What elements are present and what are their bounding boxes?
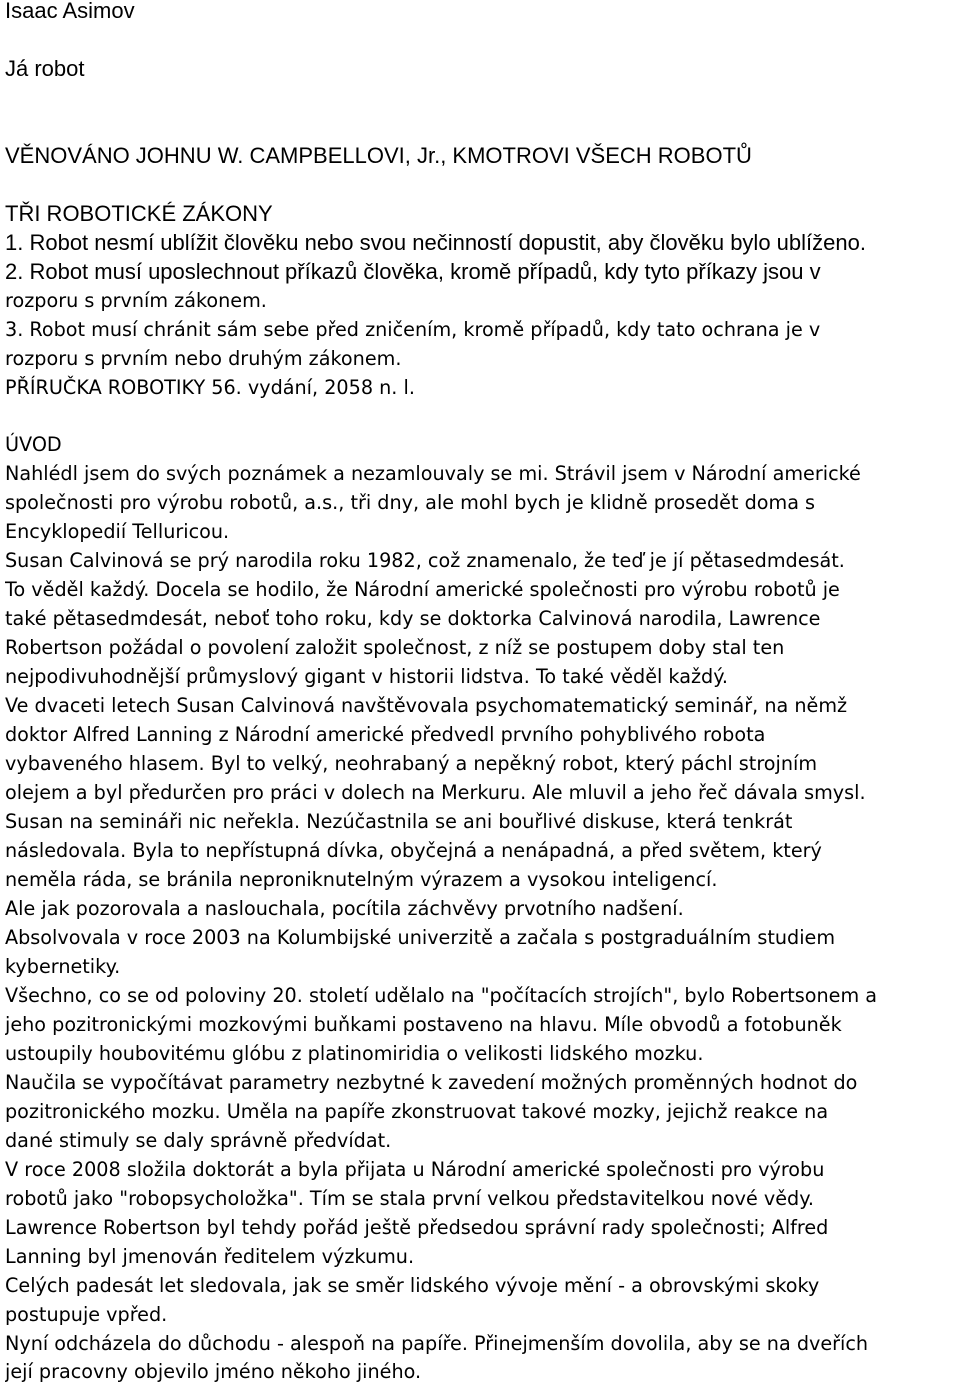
text-line: Susan na semináři nic neřekla. Nezúčastnila se ani bouřlivé diskuse, která tenkrát <box>5 810 793 833</box>
text-line: společnosti pro výrobu robotů, a.s., tři dny, ale mohl bych je klidně prosedět doma s <box>5 491 816 514</box>
text-line: Encyklopedií Telluricou. <box>5 520 230 543</box>
law-line: rozporu s prvním zákonem. <box>5 289 267 312</box>
text-line: Susan Calvinová se prý narodila roku 1982, což znamenalo, že teď je jí pětasedmdesát. <box>5 549 845 572</box>
text-line: Ale jak pozorovala a naslouchala, pocítila záchvěvy prvotního nadšení. <box>5 897 684 920</box>
text-line: ustoupily houbovitému glóbu z platinomiridia o velikosti lidského mozku. <box>5 1042 704 1065</box>
law-line: 1. Robot nesmí ublížit člověku nebo svou nečinností dopustit, aby člověku bylo ublíženo. <box>5 230 866 255</box>
text-line: dané stimuly se daly správně předvídat. <box>5 1129 392 1152</box>
laws-heading: TŘI ROBOTICKÉ ZÁKONY <box>5 201 273 226</box>
text-line: vybaveného hlasem. Byl to velký, neohrabaný a nepěkný robot, který páchl strojním <box>5 752 818 775</box>
text-line: Absolvovala v roce 2003 na Kolumbijské univerzitě a začala s postgraduálním studiem <box>5 926 836 949</box>
text-line: následovala. Byla to nepřístupná dívka, obyčejná a nenápadná, a před světem, který <box>5 839 822 862</box>
law-line: rozporu s prvním nebo druhým zákonem. <box>5 347 402 370</box>
text-line: olejem a byl předurčen pro práci v dolech na Merkuru. Ale mluvil a jeho řeč dávala smysl. <box>5 781 866 804</box>
dedication: VĚNOVÁNO JOHNU W. CAMPBELLOVI, Jr., KMOTROVI VŠECH ROBOTŮ <box>5 143 752 168</box>
law-line: 2. Robot musí uposlechnout příkazů člověka, kromě případů, kdy tyto příkazy jsou v <box>5 259 821 284</box>
text-line: Nyní odcházela do důchodu - alespoň na papíře. Přinejmenším dovolila, aby se na dveřích <box>5 1332 869 1355</box>
text-line: nejpodivuhodnější průmyslový gigant v historii lidstva. To také věděl každý. <box>5 665 728 688</box>
text-line: robotů jako "robopsycholožka". Tím se stala první velkou představitelkou nové vědy. <box>5 1187 814 1210</box>
text-line: doktor Alfred Lanning z Národní americké předvedl prvního pohyblivého robota <box>5 723 766 746</box>
text-line: její pracovny objevilo jméno někoho jiného. <box>5 1360 422 1383</box>
text-line: postupuje vpřed. <box>5 1303 168 1326</box>
text-line: Lawrence Robertson byl tehdy pořád ještě předsedou správní rady společnosti; Alfred <box>5 1216 829 1239</box>
text-line: Ve dvaceti letech Susan Calvinová navštěvovala psychomatematický seminář, na němž <box>5 694 848 717</box>
text-line: Všechno, co se od poloviny 20. století udělalo na "počítacích strojích", bylo Robertsonem a <box>5 984 877 1007</box>
intro-heading: ÚVOD <box>5 433 62 456</box>
text-line: Nahlédl jsem do svých poznámek a nezamlouvaly se mi. Strávil jsem v Národní americké <box>5 462 861 485</box>
book-title: Já robot <box>5 56 85 81</box>
text-line: Naučila se vypočítávat parametry nezbytné k zavedení možných proměnných hodnot do <box>5 1071 858 1094</box>
text-line: To věděl každý. Docela se hodilo, že Národní americké společnosti pro výrobu robotů je <box>5 578 840 601</box>
text-line: Robertson požádal o povolení založit společnost, z níž se postupem doby stal ten <box>5 636 785 659</box>
text-line: také pětasedmdesát, neboť toho roku, kdy se doktorka Calvinová narodila, Lawrence <box>5 607 821 630</box>
text-line: kybernetiky. <box>5 955 121 978</box>
laws-source: PŘÍRUČKA ROBOTIKY 56. vydání, 2058 n. l. <box>5 376 415 399</box>
text-line: Celých padesát let sledovala, jak se směr lidského vývoje mění - a obrovskými skoky <box>5 1274 820 1297</box>
author-name: Isaac Asimov <box>5 0 135 23</box>
text-line: pozitronického mozku. Uměla na papíře zkonstruovat takové mozky, jejichž reakce na <box>5 1100 829 1123</box>
law-line: 3. Robot musí chránit sám sebe před zničením, kromě případů, kdy tato ochrana je v <box>5 318 821 341</box>
text-line: jeho pozitronickými mozkovými buňkami postaveno na hlavu. Míle obvodů a fotobuněk <box>5 1013 842 1036</box>
text-line: Lanning byl jmenován ředitelem výzkumu. <box>5 1245 415 1268</box>
text-line: neměla ráda, se bránila neproniknutelným výrazem a vysokou inteligencí. <box>5 868 718 891</box>
text-line: V roce 2008 složila doktorát a byla přijata u Národní americké společnosti pro výrobu <box>5 1158 825 1181</box>
